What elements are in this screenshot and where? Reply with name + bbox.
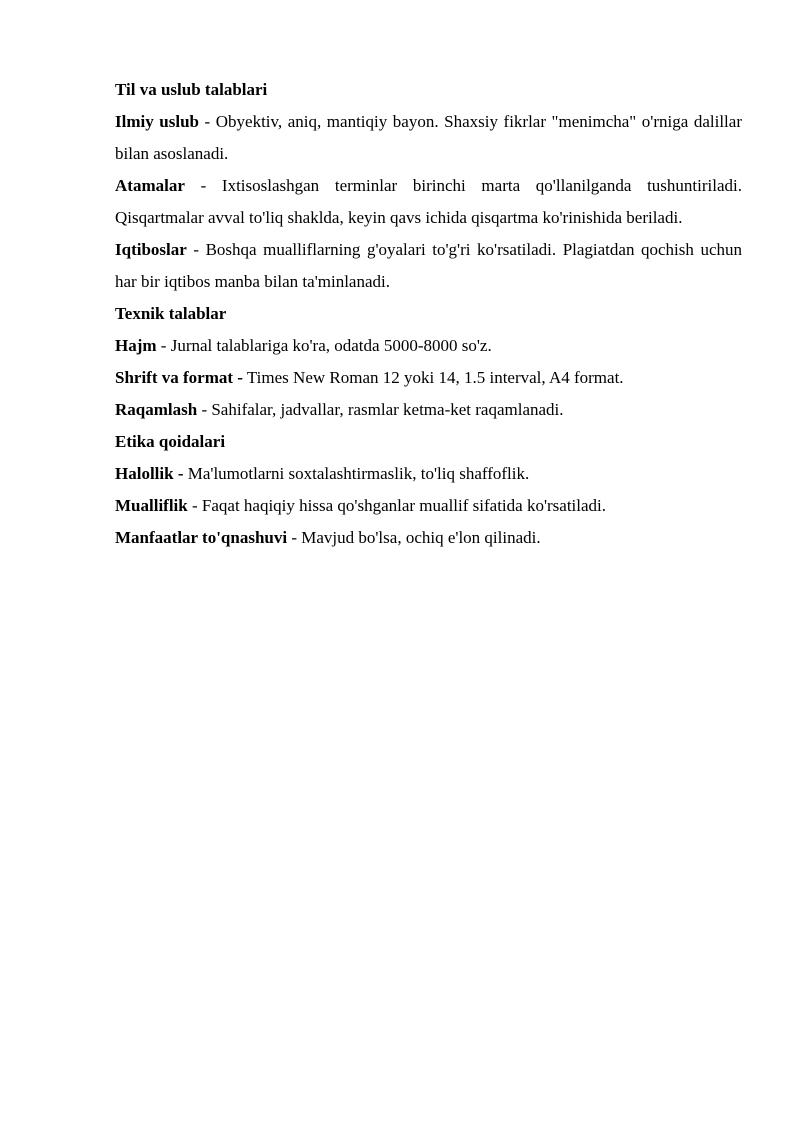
- paragraph-scientific-style: [115, 106, 742, 170]
- text-font-format: Times New Roman 12 yoki 14, 1.5 interval, A4 format.: [242, 368, 624, 387]
- text-terms: - Ixtisoslashgan terminlar birinchi marta qo'llanilganda tushuntiriladi. Qisqartmalar avval to'liq shaklda, keyin qavs ichida qisqartma ko'rinishida beriladi.: [115, 176, 742, 227]
- text-numbering: - Sahifalar, jadvallar, rasmlar ketma-ket raqamlanadi.: [197, 400, 564, 419]
- term-conflict-of-interest: Manfaatlar to'qnashuvi: [115, 528, 288, 547]
- paragraph-citations: [115, 234, 742, 298]
- term-volume: Hajm: [115, 336, 157, 355]
- section-heading-language-style: Til va uslub talablari: [115, 80, 268, 99]
- term-font-format: Shrift va format -: [115, 368, 243, 387]
- paragraph-authorship: [115, 490, 742, 522]
- term-scientific-style: Ilmiy uslub: [115, 112, 199, 131]
- text-scientific-style: - Obyektiv, aniq, mantiqiy bayon. Shaxsiy fikrlar "menimcha" o'rniga dalillar bilan asoslanadi.: [115, 112, 742, 163]
- term-honesty: Halollik -: [115, 464, 184, 483]
- text-authorship: - Faqat haqiqiy hissa qo'shganlar muallif sifatida ko'rsatiladi.: [187, 496, 607, 515]
- paragraph-font-format: [115, 362, 742, 394]
- paragraph-terms: [115, 170, 742, 234]
- term-terms: Atamalar: [115, 176, 185, 195]
- paragraph-numbering: [115, 394, 742, 426]
- section-heading-technical: Texnik talablar: [115, 304, 227, 323]
- term-citations: Iqtiboslar: [115, 240, 187, 259]
- term-authorship: Mualliflik: [115, 496, 188, 515]
- document-page: [115, 74, 742, 554]
- paragraph-honesty: [115, 458, 742, 490]
- section-heading-ethics: Etika qoidalari: [115, 432, 226, 451]
- paragraph-volume: [115, 330, 742, 362]
- text-volume: - Jurnal talablariga ko'ra, odatda 5000-8000 so'z.: [156, 336, 492, 355]
- text-honesty: Ma'lumotlarni soxtalashtirmaslik, to'liq shaffoflik.: [183, 464, 530, 483]
- text-citations: - Boshqa mualliflarning g'oyalari to'g'ri ko'rsatiladi. Plagiatdan qochish uchun har bir iqtibos manba bilan ta'minlanadi.: [115, 240, 742, 291]
- text-conflict-of-interest: - Mavjud bo'lsa, ochiq e'lon qilinadi.: [287, 528, 541, 547]
- term-numbering: Raqamlash: [115, 400, 198, 419]
- paragraph-conflict-of-interest: [115, 522, 742, 554]
